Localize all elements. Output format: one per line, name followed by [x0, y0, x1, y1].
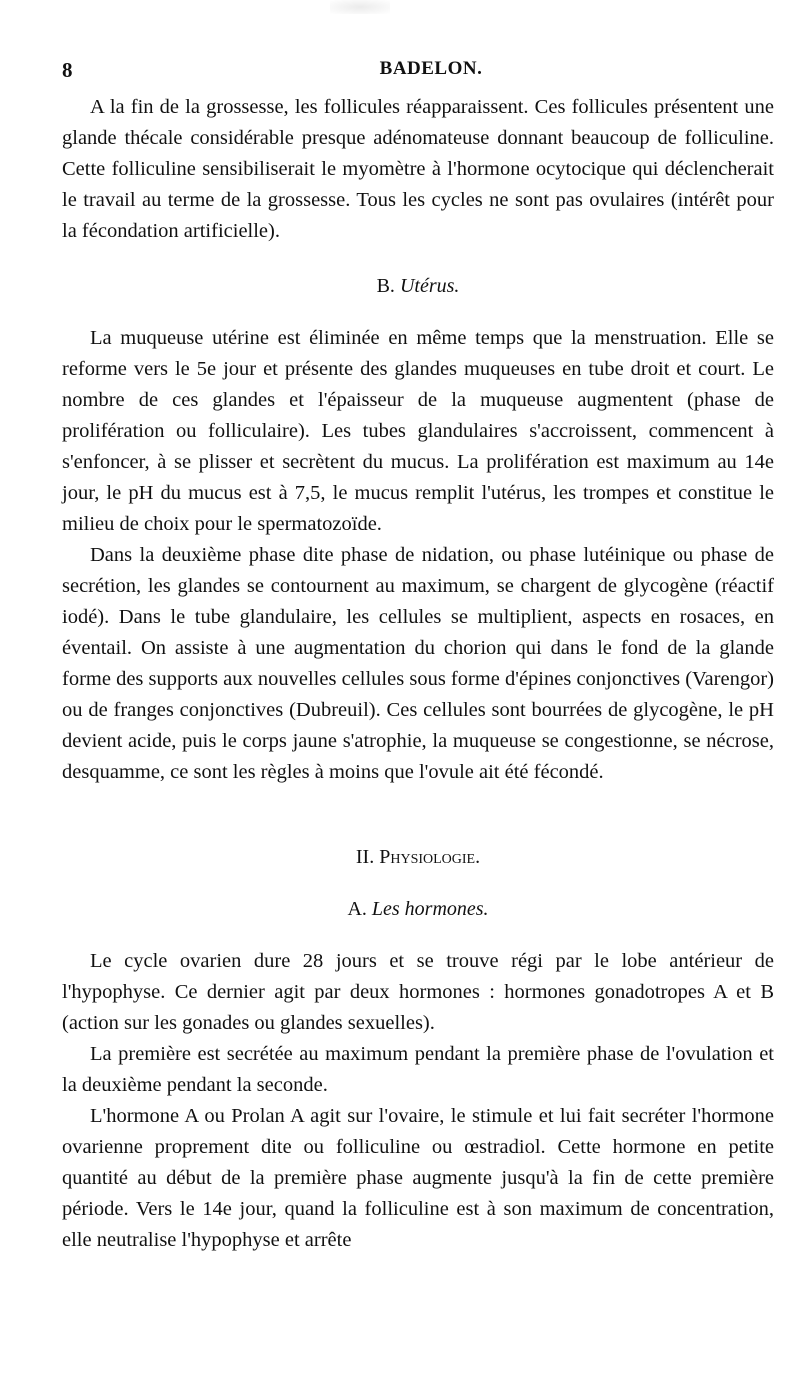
- section-title: Physiologie.: [379, 846, 481, 868]
- paragraph-pregnancy-follicles: A la fin de la grossesse, les follicules réapparaissent. Ces follicules présentent une glande thécale considérable presque adénomateuse donnant beaucoup de folliculine. Cette folliculine sensibiliserait le myomètre à l'hormone ocytocique qui déclencherait le travail au terme de la grossesse. Tous les cycles ne sont pas ovulaires (intérêt pour la fécondation artificielle).: [62, 96, 774, 242]
- paragraph-first-second-hormone: La première est secrétée au maximum pendant la première phase de l'ovulation et la deuxième pendant la seconde.: [62, 1043, 774, 1096]
- running-head: [62, 58, 760, 84]
- scan-artifact: [330, 0, 390, 14]
- paragraph-uterine-mucosa: La muqueuse utérine est éliminée en même temps que la menstruation. Elle se reforme vers le 5e jour et présente des glandes muqueuses en tube droit et court. Le nombre de ces glandes et l'épaisseur de la muqueuse augmentent (phase de prolifération ou folliculaire). Les tubes glandulaires s'accroissent, commencent à s'enfoncer, à se plisser et secrètent du mucus. La prolifération est maximum au 14e jour, le pH du mucus est à 7,5, le mucus remplit l'utérus, les trompes et constitue le milieu de choix pour le spermatozoïde.: [62, 327, 774, 535]
- section-heading-physiology: [62, 842, 774, 872]
- subsection-heading-hormones: [62, 894, 774, 924]
- page-body: [62, 92, 774, 1256]
- section-number: II.: [355, 846, 375, 868]
- running-title: BADELON.: [379, 58, 483, 79]
- subsection-letter: A.: [347, 898, 367, 920]
- section-letter: B.: [376, 275, 395, 297]
- section-title: Utérus.: [399, 275, 460, 297]
- section-heading-uterus: [62, 271, 774, 301]
- subsection-title: Les hormones.: [371, 898, 489, 920]
- paragraph-hormone-a-prolan: L'hormone A ou Prolan A agit sur l'ovaire, le stimule et lui fait secréter l'hormone ovarienne proprement dite ou folliculine ou œstradiol. Cette hormone en petite quantité au début de la première phase augmente jusqu'à la fin de cette première période. Vers le 14e jour, quand la folliculine est à son maximum de concentration, elle neutralise l'hypophyse et arrête: [62, 1105, 774, 1251]
- paragraph-ovarian-cycle: Le cycle ovarien dure 28 jours et se trouve régi par le lobe antérieur de l'hypophyse. Ce dernier agit par deux hormones : hormones gonadotropes A et B (action sur les gonades ou glandes sexuelles).: [62, 950, 774, 1034]
- page-number: 8: [62, 58, 73, 82]
- paragraph-nidation-phase: Dans la deuxième phase dite phase de nidation, ou phase lutéinique ou phase de secrétion, les glandes se contournent au maximum, se chargent de glycogène (réactif iodé). Dans le tube glandulaire, les cellules se multiplient, aspects en rosaces, en éventail. On assiste à une augmentation du chorion qui dans le fond de la glande forme des supports aux nouvelles cellules sous forme d'épines conjonctives (Varengor) ou de franges conjonctives (Dubreuil). Ces cellules sont bourrées de glycogène, le pH devient acide, puis le corps jaune s'atrophie, la muqueuse se congestionne, se nécrose, desquamme, ce sont les règles à moins que l'ovule ait été fécondé.: [62, 544, 774, 783]
